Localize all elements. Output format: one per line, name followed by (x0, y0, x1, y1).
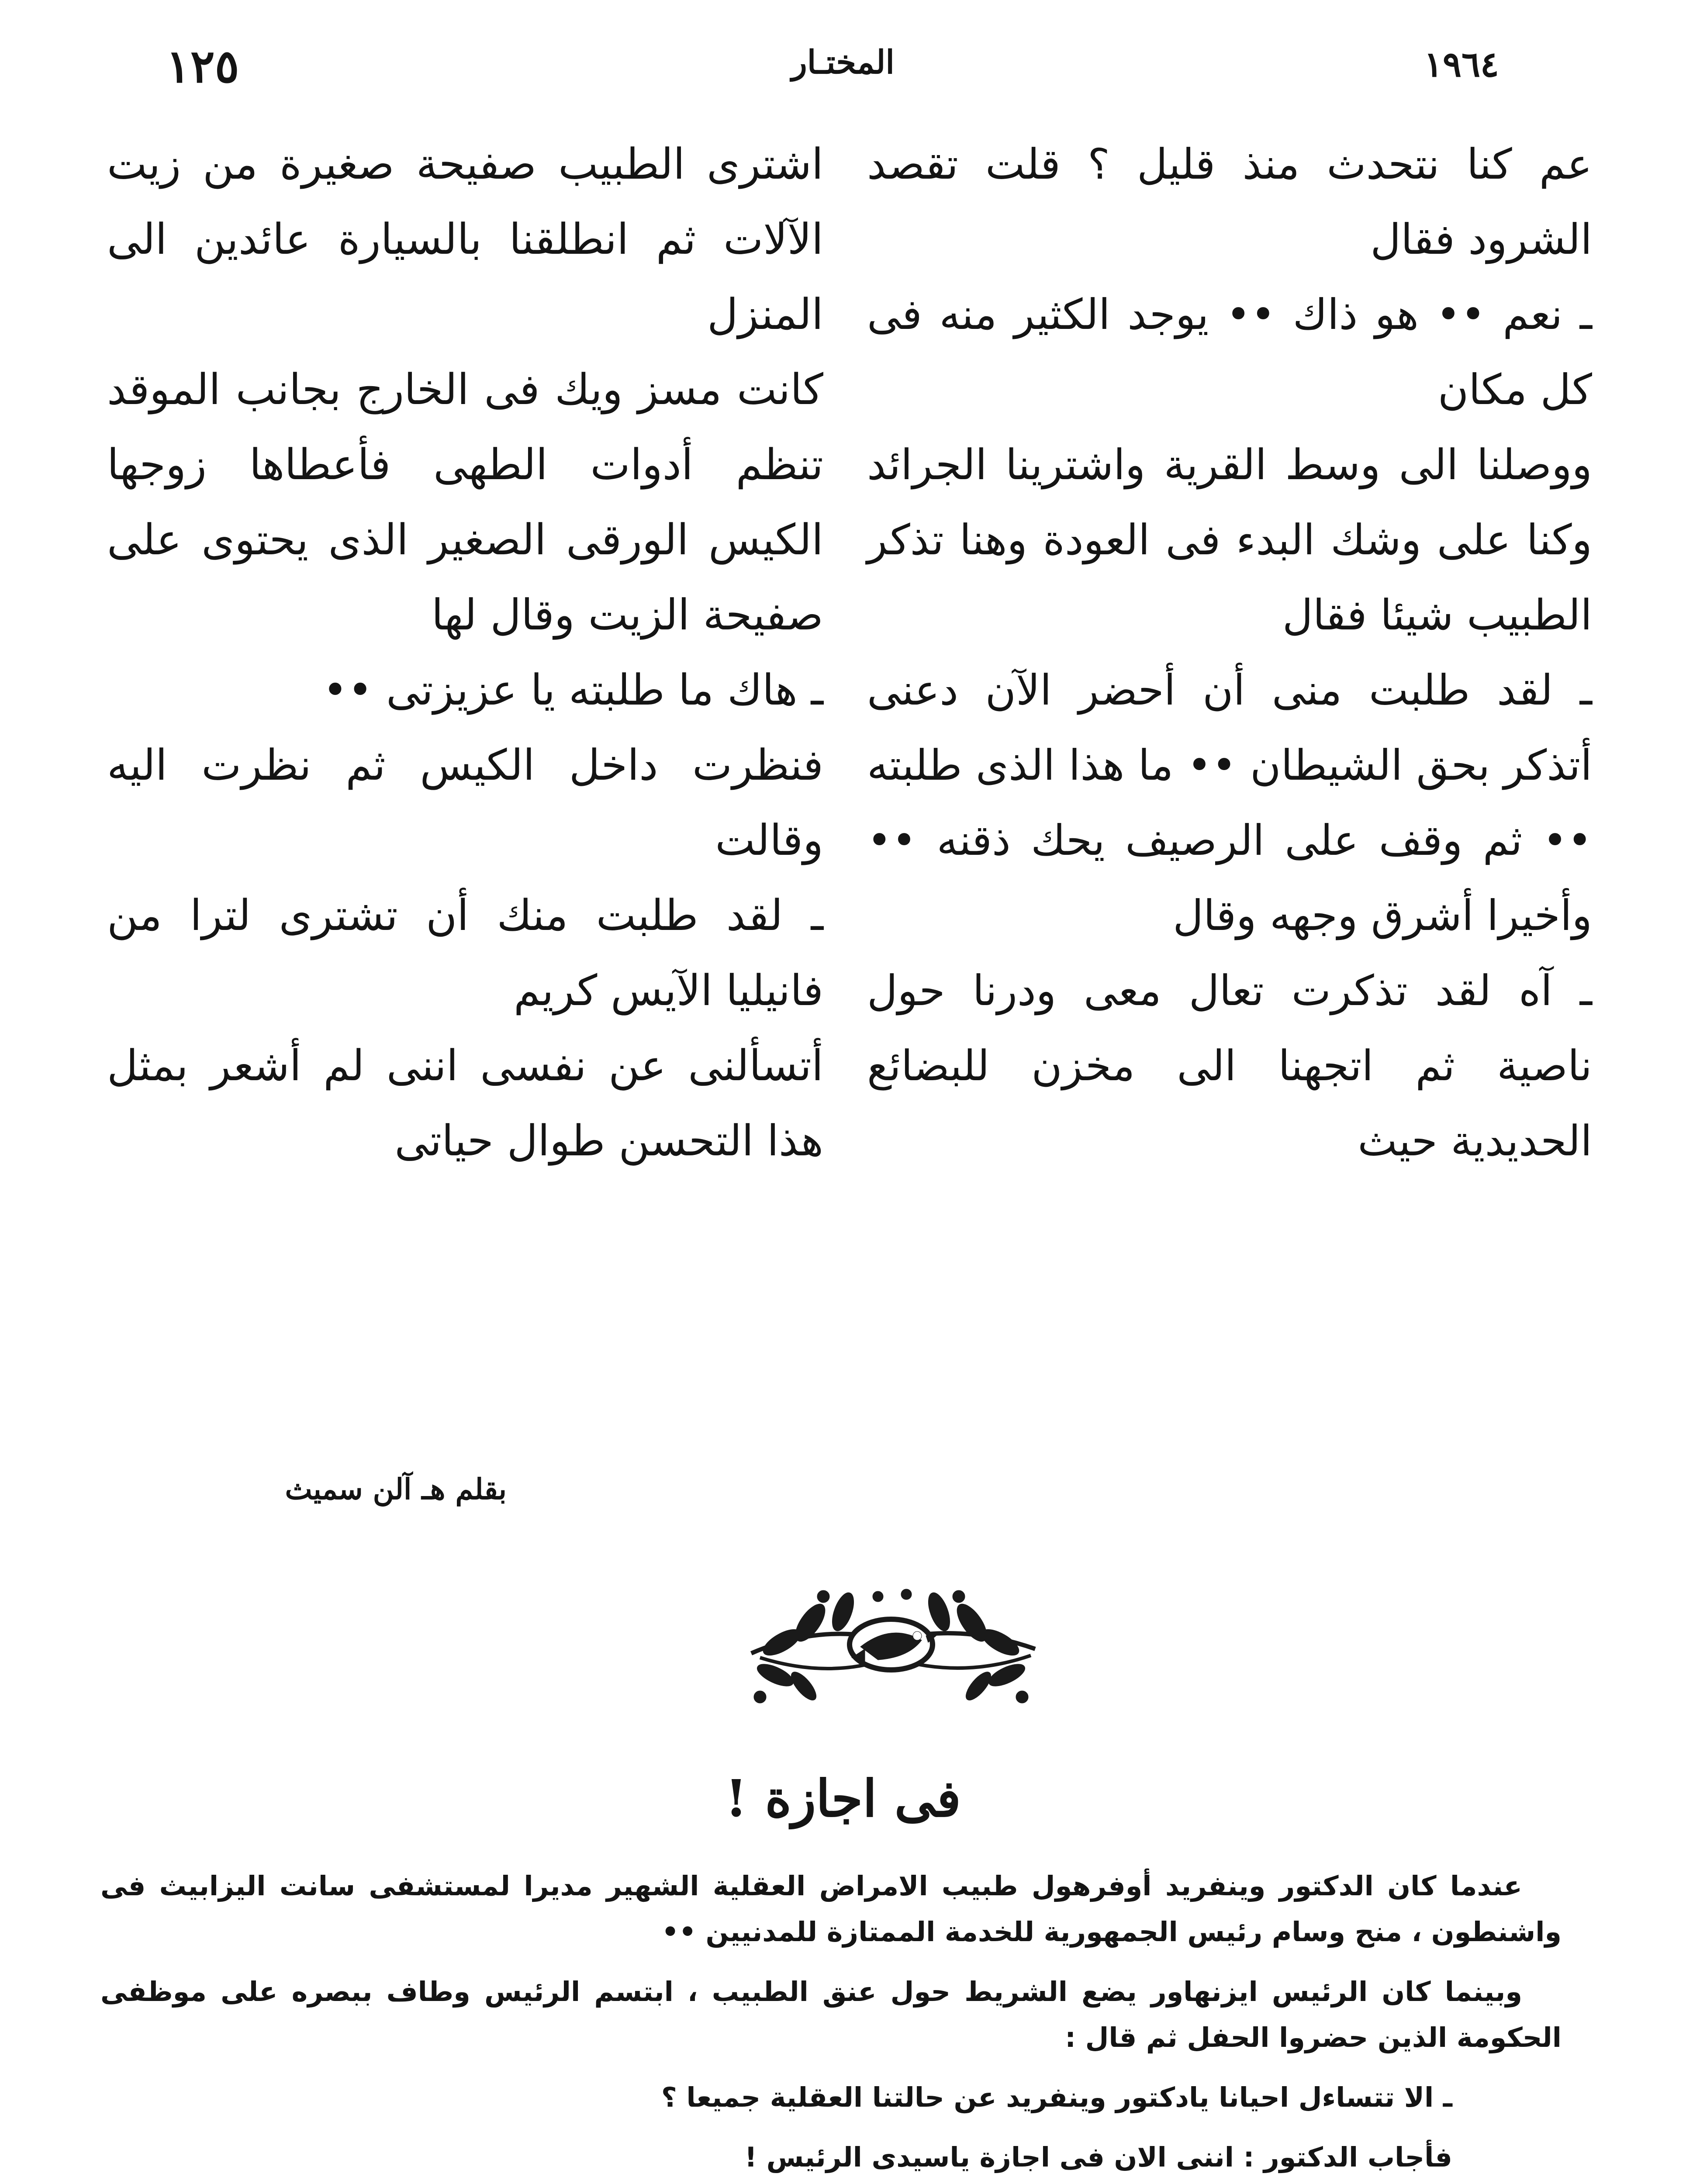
article-column-right (867, 127, 1592, 1178)
paragraph: ـ نعم •• هو ذاك •• يوجد الكثير منه فى كل مكان (867, 290, 1593, 414)
anecdote-body (100, 1863, 1562, 2184)
paragraph: فنظرت داخل الكيس ثم نظرت اليه وقالت (107, 740, 823, 865)
paragraph: وبينما كان الرئيس ايزنهاور يضع الشريط حول عنق الطبيب ، ابتسم الرئيس وطاف ببصره على موظفى الحكومة الذين حضروا الحفل ثم قال : (100, 1976, 1562, 2053)
paragraph: اشترى الطبيب صفيحة صغيرة من زيت الآلات ثم انطلقنا بالسيارة عائدين الى المنزل (107, 139, 823, 339)
paragraph: فأجاب الدكتور : اننى الان فى اجازة ياسيدى الرئيس ! (744, 2141, 1452, 2173)
paragraph: ـ الا تتساءل احيانا يادكتور وينفريد عن حالتنا العقلية جميعا ؟ (661, 2081, 1452, 2113)
paragraph: ـ لقد طلبت منى أن أحضر الآن دعنى أتذكر بحق الشيطان •• ما هذا الذى طلبته •• ثم وقف على الرصيف يحك ذقنه •• وأخيرا أشرق وجهه وقال (867, 666, 1592, 940)
paragraph: ـ هاك ما طلبته يا عزيزتى •• (322, 665, 823, 715)
paragraph: ووصلنا الى وسط القرية واشترينا الجرائد وكنا على وشك البدء فى العودة وهنا تذكر الطبيب شيئا فقال (867, 440, 1592, 639)
article-column-left (107, 127, 823, 1178)
issue-year: ١٩٦٤ (1424, 44, 1499, 85)
floral-ornament-graphic (734, 1570, 1048, 1710)
paragraph: ـ لقد طلبت منك أن تشترى لترا من فانيليا الآيس كريم (107, 891, 823, 1015)
floral-ornament-icon (734, 1570, 1048, 1710)
paragraph: أتسألنى عن نفسى اننى لم أشعر بمثل هذا التحسن طوال حياتى (107, 1041, 823, 1165)
magazine-title: المختـار (791, 44, 895, 81)
paragraph: عندما كان الدكتور وينفريد أوفرهول طبيب الامراض العقلية الشهير مديرا لمستشفى سانت اليزابيث فى واشنطون ، منح وسام رئيس الجمهورية للخدمة الممتازة للمدنيين •• (100, 1870, 1562, 1948)
page-number: ١٢٥ (166, 39, 239, 93)
paragraph: كانت مسز ويك فى الخارج بجانب الموقد تنظم أدوات الطهى فأعطاها زوجها الكيس الورقى الصغير الذى يحتوى على صفيحة الزيت وقال لها (107, 365, 823, 639)
author-byline: بقلم هـ آلن سميث (285, 1472, 507, 1506)
paragraph: ـ آه لقد تذكرت تعال معى ودرنا حول ناصية ثم اتجهنا الى مخزن للبضائع الحديدية حيث (867, 966, 1592, 1165)
page-header (0, 39, 1686, 105)
paragraph: عم كنا نتحدث منذ قليل ؟ قلت تقصد الشرود فقال (867, 140, 1592, 264)
story-title: فى اجازة ! (725, 1769, 961, 1828)
